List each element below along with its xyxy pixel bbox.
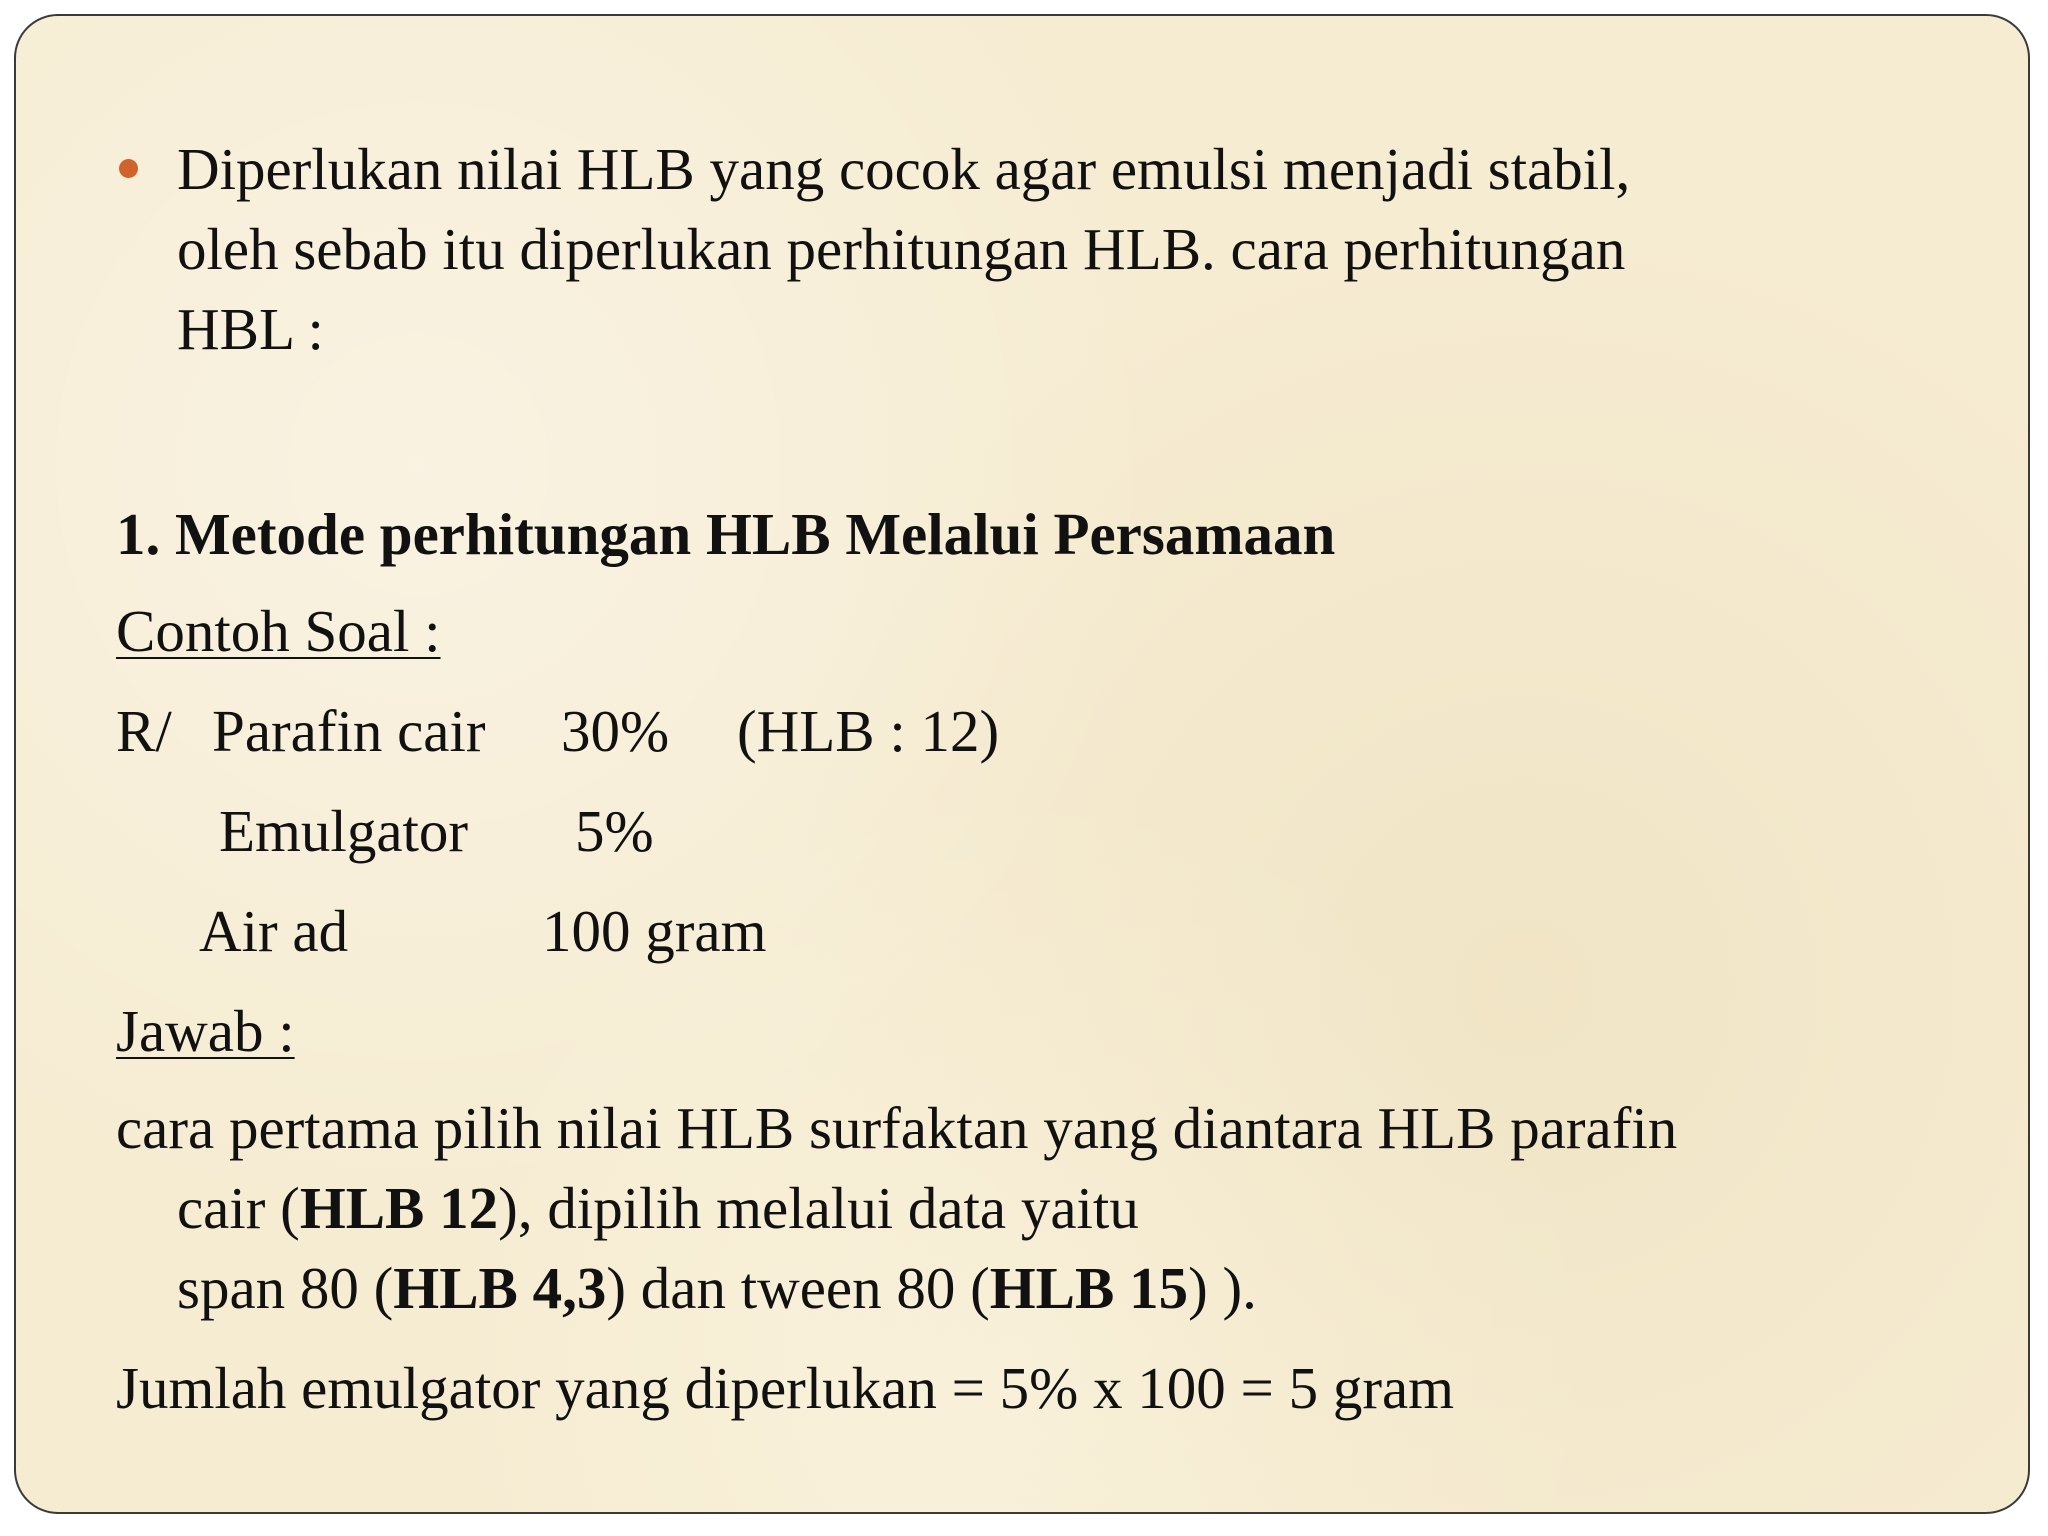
answer-text: ) ). <box>1188 1255 1257 1321</box>
recipe-row-air <box>199 891 766 971</box>
intro-line-2: oleh sebab itu diperlukan perhitungan HLB. cara perhitungan <box>177 216 1626 282</box>
recipe-item-amount: 30% <box>561 698 670 764</box>
recipe-row-parafin <box>116 691 999 771</box>
answer-line-2 <box>177 1168 1139 1248</box>
recipe-item-name: Air ad <box>199 898 349 964</box>
jumlah-line: Jumlah emulgator yang diperlukan = 5% x 100 = 5 gram <box>116 1355 1455 1421</box>
answer-bold-hlb: HLB 12 <box>299 1175 499 1241</box>
jawab-label: Jawab : <box>116 998 295 1064</box>
answer-text: span 80 ( <box>177 1255 394 1321</box>
recipe-prefix: R/ <box>116 698 172 764</box>
answer-text: ), dipilih melalui data yaitu <box>498 1175 1139 1241</box>
recipe-item-amount: 5% <box>575 798 654 864</box>
answer-line-1: cara pertama pilih nilai HLB surfaktan yang diantara HLB parafin <box>116 1095 1678 1161</box>
bullet-dot-icon <box>119 159 138 178</box>
intro-line-3: HBL : <box>177 296 324 362</box>
recipe-item-name: Parafin cair <box>212 698 486 764</box>
slide <box>14 14 2030 1514</box>
intro-paragraph <box>177 129 1630 369</box>
recipe-item-name: Emulgator <box>219 798 469 864</box>
answer-line-3 <box>177 1248 1257 1328</box>
recipe-item-note: (HLB : 12) <box>737 698 1000 764</box>
recipe-item-amount: 100 gram <box>542 898 767 964</box>
intro-line-1: Diperlukan nilai HLB yang cocok agar emulsi menjadi stabil, <box>177 136 1631 202</box>
recipe-row-emulgator <box>219 791 654 871</box>
section-heading: 1. Metode perhitungan HLB Melalui Persamaan <box>116 501 1336 567</box>
answer-bold-hlb: HLB 4,3 <box>393 1255 607 1321</box>
contoh-soal-label: Contoh Soal : <box>116 598 441 664</box>
answer-text: cair ( <box>177 1175 300 1241</box>
answer-bold-hlb: HLB 15 <box>989 1255 1189 1321</box>
answer-text: ) dan tween 80 ( <box>606 1255 990 1321</box>
